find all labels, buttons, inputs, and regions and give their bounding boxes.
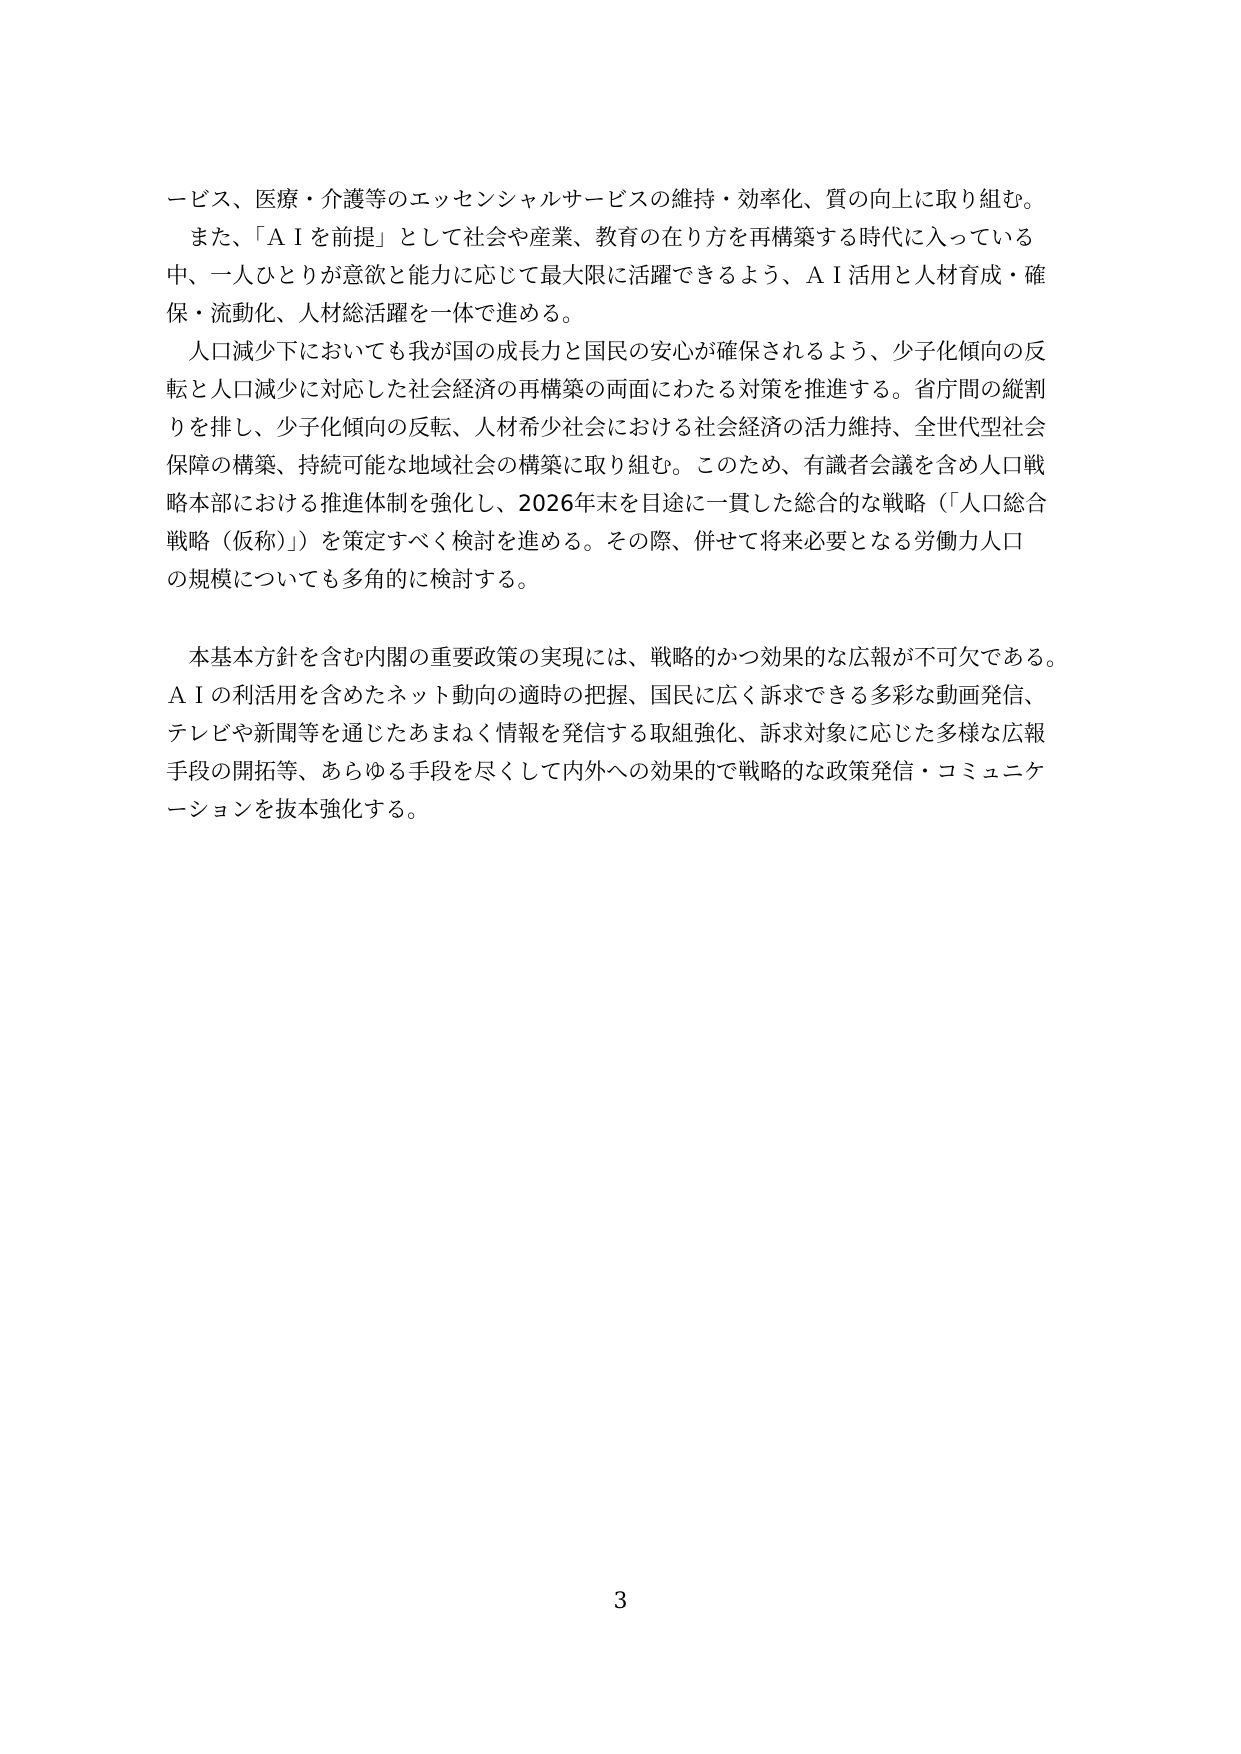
text-line: 本基本方針を含む内閣の重要政策の実現には、戦略的かつ効果的な広報が不可欠である。: [166, 646, 1069, 671]
paragraph-public-relations: [166, 640, 1086, 830]
text-line: また、「ＡＩを前提」として社会や産業、教育の在り方を再構築する時代に入っている: [166, 226, 1036, 251]
text-line: の規模についても多角的に検討する。: [166, 568, 540, 593]
body-text: [166, 182, 1086, 830]
text-line: ーションを抜本強化する。: [166, 798, 430, 823]
text-line: 転と人口減少に対応した社会経済の再構築の両面にわたる対策を推進する。省庁間の縦割: [166, 378, 1047, 403]
paragraph-services-continued: [166, 182, 1086, 220]
text-line: ＡＩの利活用を含めたネット動向の適時の把握、国民に広く訴求できる多彩な動画発信、: [166, 684, 1047, 709]
paragraph-spacer: [166, 600, 1086, 640]
text-line: 手段の開拓等、あらゆる手段を尽くして内外への効果的で戦略的な政策発信・コミュニケ: [166, 760, 1046, 785]
paragraph-ai-premise: [166, 220, 1086, 334]
text-line: ービス、医療・介護等のエッセンシャルサービスの維持・効率化、質の向上に取り組む。: [166, 188, 1046, 213]
paragraph-population-decline: [166, 334, 1086, 600]
text-line: 中、一人ひとりが意欲と能力に応じて最大限に活躍できるよう、ＡＩ活用と人材育成・確: [166, 264, 1047, 289]
text-line: りを排し、少子化傾向の反転、人材希少社会における社会経済の活力維持、全世代型社会: [166, 416, 1047, 441]
text-line: 人口減少下においても我が国の成長力と国民の安心が確保されるよう、少子化傾向の反: [166, 340, 1047, 365]
text-line: 略本部における推進体制を強化し、2026年末を目途に一貫した総合的な戦略（「人口総合: [166, 492, 1047, 517]
text-line: 戦略（仮称）」）を策定すべく検討を進める。その際、併せて将来必要となる労働力人口: [166, 530, 1024, 555]
page-number: 3: [613, 1589, 628, 1614]
text-line: 保・流動化、人材総活躍を一体で進める。: [166, 302, 585, 327]
text-line: テレビや新聞等を通じたあまねく情報を発信する取組強化、訴求対象に応じた多様な広報: [166, 722, 1046, 747]
text-line: 保障の構築、持続可能な地域社会の構築に取り組む。このため、有識者会議を含め人口戦: [166, 454, 1046, 479]
